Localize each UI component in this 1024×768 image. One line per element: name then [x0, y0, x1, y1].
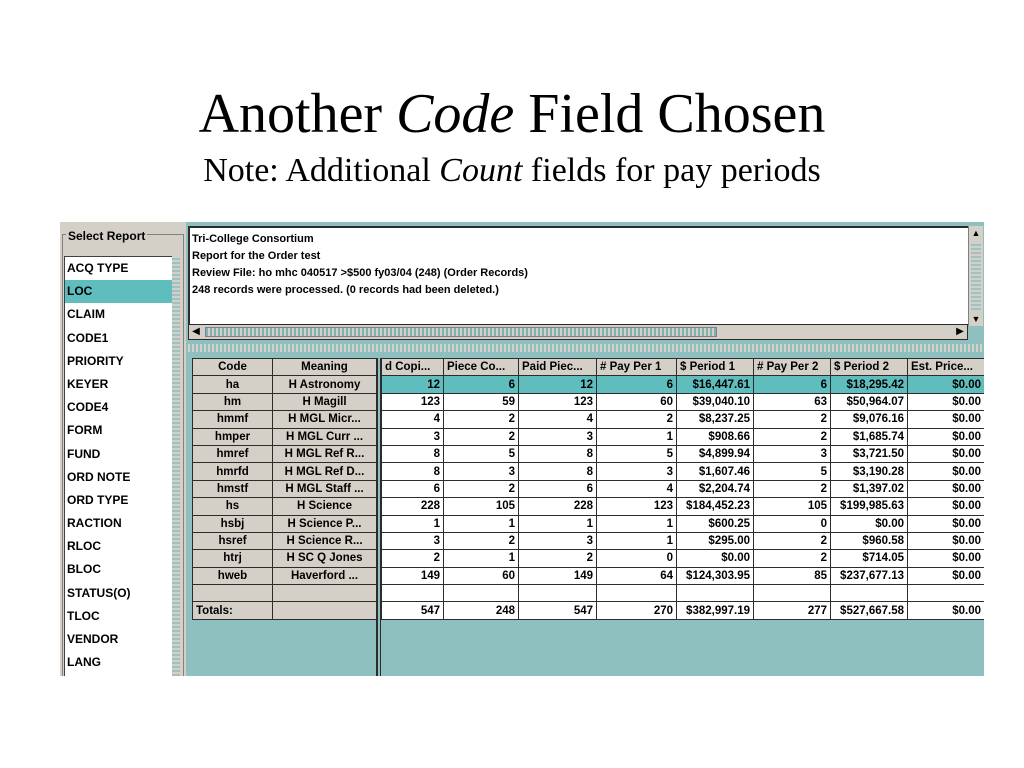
value-cell[interactable]: 2 — [754, 532, 831, 549]
report-list-item[interactable]: RACTION — [67, 516, 122, 531]
blank-cell[interactable] — [677, 585, 754, 602]
value-cell[interactable]: 4 — [597, 480, 677, 497]
report-list-item[interactable]: LOC — [65, 280, 173, 303]
report-list[interactable] — [64, 256, 174, 676]
value-cell[interactable]: 2 — [754, 428, 831, 445]
code-cell[interactable]: hmref — [193, 445, 273, 462]
value-cell[interactable]: 12 — [519, 376, 597, 393]
table-row[interactable] — [193, 393, 377, 410]
value-cell[interactable]: $0.00 — [908, 532, 985, 549]
meaning-cell[interactable]: H MGL Ref R... — [273, 445, 377, 462]
title-prefix: Another — [198, 83, 383, 145]
column-header[interactable]: d Copi... — [382, 359, 444, 376]
report-list-item[interactable]: BLOC — [67, 562, 101, 577]
report-list-item[interactable]: ORD TYPE — [67, 492, 129, 507]
blank-cell[interactable] — [908, 585, 985, 602]
meaning-cell[interactable]: H MGL Staff ... — [273, 480, 377, 497]
value-cell[interactable]: 59 — [444, 393, 519, 410]
scroll-up-icon[interactable]: ▲ — [971, 228, 981, 238]
code-cell[interactable]: hweb — [193, 567, 273, 584]
value-cell[interactable]: 1 — [444, 515, 519, 532]
table-row[interactable] — [193, 567, 377, 584]
value-cell[interactable]: 6 — [519, 480, 597, 497]
table-row[interactable] — [382, 428, 985, 445]
value-cell[interactable]: $16,447.61 — [677, 376, 754, 393]
value-cell[interactable]: 2 — [444, 411, 519, 428]
value-cell[interactable]: 5 — [597, 445, 677, 462]
value-cell[interactable]: $18,295.42 — [831, 376, 908, 393]
meaning-cell[interactable]: H Astronomy — [273, 376, 377, 393]
column-header[interactable]: Piece Co... — [444, 359, 519, 376]
value-cell[interactable]: 1 — [382, 515, 444, 532]
table-row[interactable] — [193, 411, 377, 428]
value-cell[interactable]: $237,677.13 — [831, 567, 908, 584]
code-cell[interactable]: hs — [193, 498, 273, 515]
report-list-item[interactable]: ACQ TYPE — [67, 261, 129, 275]
value-cell[interactable]: $0.00 — [908, 428, 985, 445]
pane-splitter[interactable] — [186, 344, 984, 352]
value-cell[interactable]: $0.00 — [908, 567, 985, 584]
scroll-down-icon[interactable]: ▼ — [971, 314, 981, 324]
value-cell[interactable]: 8 — [382, 445, 444, 462]
table-row[interactable] — [193, 498, 377, 515]
value-cell[interactable]: 123 — [519, 393, 597, 410]
value-cell[interactable]: $0.00 — [908, 445, 985, 462]
value-cell[interactable]: $124,303.95 — [677, 567, 754, 584]
total-cell[interactable]: 277 — [754, 602, 831, 619]
table-row[interactable] — [382, 515, 985, 532]
code-cell[interactable]: hsbj — [193, 515, 273, 532]
table-row[interactable] — [193, 550, 377, 567]
report-list-item[interactable]: RLOC — [67, 539, 101, 554]
report-list-item[interactable]: FUND — [67, 446, 101, 461]
scroll-thumb[interactable] — [205, 327, 717, 337]
value-cell[interactable]: 0 — [754, 515, 831, 532]
report-list-item[interactable]: CLAIM — [67, 307, 105, 322]
table-row[interactable] — [382, 376, 985, 393]
meaning-cell[interactable]: H Magill — [273, 393, 377, 410]
text-vertical-scrollbar[interactable] — [968, 226, 983, 326]
blank-cell[interactable] — [273, 585, 377, 602]
value-cell[interactable]: $0.00 — [908, 550, 985, 567]
value-cell[interactable]: 1 — [597, 532, 677, 549]
value-cell[interactable]: 2 — [754, 480, 831, 497]
report-list-item[interactable]: PRIORITY — [67, 353, 124, 368]
report-list-item[interactable]: CODE1 — [67, 330, 109, 345]
report-list-item[interactable]: STATUS(O) — [67, 585, 131, 600]
report-list-item[interactable]: FORM — [67, 423, 103, 438]
value-cell[interactable]: $2,204.74 — [677, 480, 754, 497]
value-cell[interactable]: $714.05 — [831, 550, 908, 567]
value-cell[interactable]: 4 — [382, 411, 444, 428]
value-cell[interactable]: 2 — [519, 550, 597, 567]
table-row[interactable] — [382, 480, 985, 497]
select-report-legend: Select Report — [68, 229, 146, 243]
value-cell[interactable]: $9,076.16 — [831, 411, 908, 428]
value-cell[interactable]: 3 — [754, 445, 831, 462]
table-row[interactable] — [382, 532, 985, 549]
scroll-right-icon[interactable]: ▶ — [956, 326, 964, 337]
table-row[interactable] — [382, 393, 985, 410]
value-cell[interactable]: 3 — [519, 428, 597, 445]
subtitle-suffix: fields for pay periods — [530, 152, 821, 189]
value-cell[interactable]: 60 — [597, 393, 677, 410]
table-row[interactable] — [382, 567, 985, 584]
blank-cell[interactable] — [444, 585, 519, 602]
value-cell[interactable]: 2 — [444, 480, 519, 497]
table-row[interactable] — [193, 480, 377, 497]
report-text-line: Tri-College Consortium — [192, 233, 314, 245]
value-cell[interactable]: 2 — [382, 550, 444, 567]
value-cell[interactable]: 123 — [597, 498, 677, 515]
report-list-item[interactable]: CODE4 — [67, 400, 109, 415]
meaning-cell[interactable]: H SC Q Jones — [273, 550, 377, 567]
report-window — [60, 222, 984, 676]
value-cell[interactable]: 6 — [754, 376, 831, 393]
value-cell[interactable]: 105 — [444, 498, 519, 515]
value-cell[interactable]: 1 — [444, 550, 519, 567]
value-cell[interactable]: 1 — [519, 515, 597, 532]
subtitle-prefix: Note: Additional — [203, 152, 431, 189]
code-cell[interactable]: ha — [193, 376, 273, 393]
report-list-item[interactable]: TLOC — [67, 608, 100, 623]
total-cell[interactable]: $0.00 — [908, 602, 985, 619]
value-cell[interactable]: 2 — [754, 550, 831, 567]
total-cell[interactable]: 248 — [444, 602, 519, 619]
value-cell[interactable]: 123 — [382, 393, 444, 410]
code-cell[interactable]: htrj — [193, 550, 273, 567]
report-text-line: Review File: ho mhc 040517 >$500 fy03/04 (248) (Order Records) — [192, 267, 528, 279]
report-text-line: Report for the Order test — [192, 250, 321, 262]
table-row[interactable] — [382, 498, 985, 515]
value-cell[interactable]: 8 — [382, 463, 444, 480]
column-header[interactable]: $ Period 1 — [677, 359, 754, 376]
value-cell[interactable]: $3,190.28 — [831, 463, 908, 480]
report-list-item[interactable]: VENDOR — [67, 632, 119, 646]
total-cell[interactable]: $382,997.19 — [677, 602, 754, 619]
slide-subtitle — [0, 150, 1024, 192]
column-header-meaning[interactable]: Meaning — [273, 359, 377, 376]
totals-row — [382, 602, 985, 619]
code-cell[interactable]: hmstf — [193, 480, 273, 497]
value-cell[interactable]: $960.58 — [831, 532, 908, 549]
text-horizontal-scrollbar[interactable] — [188, 324, 968, 340]
value-cell[interactable]: 5 — [754, 463, 831, 480]
value-cell[interactable]: $295.00 — [677, 532, 754, 549]
meaning-cell[interactable]: Haverford ... — [273, 567, 377, 584]
value-cell[interactable]: 6 — [597, 376, 677, 393]
column-header[interactable]: # Pay Per 1 — [597, 359, 677, 376]
value-cell[interactable]: 0 — [597, 550, 677, 567]
value-cell[interactable]: $0.00 — [908, 376, 985, 393]
title-italic: Code — [396, 83, 515, 145]
value-cell[interactable]: 2 — [444, 532, 519, 549]
totals-label[interactable]: Totals: — [193, 602, 273, 619]
report-text-line: 248 records were processed. (0 records had been deleted.) — [192, 284, 499, 296]
value-cell[interactable]: 1 — [597, 428, 677, 445]
value-cell[interactable]: $0.00 — [908, 463, 985, 480]
value-cell[interactable]: 63 — [754, 393, 831, 410]
scroll-track[interactable] — [971, 242, 981, 310]
report-list-item[interactable]: ORD NOTE — [67, 469, 131, 484]
code-cell[interactable]: hmper — [193, 428, 273, 445]
table-row[interactable] — [193, 428, 377, 445]
value-cell[interactable]: 60 — [444, 567, 519, 584]
code-cell[interactable]: hmmf — [193, 411, 273, 428]
scroll-left-icon[interactable]: ◀ — [192, 326, 200, 337]
meaning-cell[interactable]: H MGL Curr ... — [273, 428, 377, 445]
meaning-cell[interactable]: H Science P... — [273, 515, 377, 532]
value-cell[interactable]: $1,607.46 — [677, 463, 754, 480]
value-cell[interactable]: 3 — [444, 463, 519, 480]
value-cell[interactable]: 2 — [444, 428, 519, 445]
meaning-cell[interactable]: H MGL Micr... — [273, 411, 377, 428]
column-header[interactable]: $ Period 2 — [831, 359, 908, 376]
value-cell[interactable]: $50,964.07 — [831, 393, 908, 410]
value-cell[interactable]: 6 — [382, 480, 444, 497]
value-cell[interactable]: $39,040.10 — [677, 393, 754, 410]
table-row[interactable] — [382, 411, 985, 428]
meaning-cell[interactable]: H MGL Ref D... — [273, 463, 377, 480]
value-cell[interactable]: 228 — [382, 498, 444, 515]
count-columns-table — [381, 358, 984, 620]
table-row[interactable] — [193, 445, 377, 462]
table-row[interactable] — [193, 376, 377, 393]
blank-cell[interactable] — [831, 585, 908, 602]
value-cell[interactable]: 2 — [597, 411, 677, 428]
value-cell[interactable]: 3 — [382, 428, 444, 445]
report-list-scrollbar[interactable] — [172, 256, 180, 676]
title-suffix: Field Chosen — [528, 83, 826, 145]
blank-cell[interactable] — [382, 585, 444, 602]
select-report-panel — [60, 222, 186, 676]
value-cell[interactable]: $0.00 — [908, 480, 985, 497]
column-header[interactable]: Est. Price... — [908, 359, 985, 376]
report-list-item[interactable]: KEYER — [67, 376, 109, 391]
blank-cell[interactable] — [193, 585, 273, 602]
column-header-code[interactable]: Code — [193, 359, 273, 376]
value-cell[interactable]: $1,685.74 — [831, 428, 908, 445]
code-cell[interactable]: hsref — [193, 532, 273, 549]
value-cell[interactable]: 105 — [754, 498, 831, 515]
value-cell[interactable]: $600.25 — [677, 515, 754, 532]
meaning-cell[interactable]: H Science — [273, 498, 377, 515]
value-cell[interactable]: 149 — [519, 567, 597, 584]
total-cell[interactable]: $527,667.58 — [831, 602, 908, 619]
value-cell[interactable]: $0.00 — [677, 550, 754, 567]
totals-meaning-cell[interactable] — [273, 602, 377, 619]
table-row[interactable] — [382, 550, 985, 567]
value-cell[interactable]: 149 — [382, 567, 444, 584]
value-cell[interactable]: 8 — [519, 445, 597, 462]
value-cell[interactable]: $3,721.50 — [831, 445, 908, 462]
value-cell[interactable]: 3 — [519, 532, 597, 549]
blank-row — [382, 585, 985, 602]
blank-cell[interactable] — [754, 585, 831, 602]
column-header[interactable]: Paid Piec... — [519, 359, 597, 376]
blank-cell[interactable] — [519, 585, 597, 602]
value-cell[interactable]: $8,237.25 — [677, 411, 754, 428]
blank-cell[interactable] — [597, 585, 677, 602]
value-cell[interactable]: $0.00 — [908, 515, 985, 532]
value-cell[interactable]: $0.00 — [908, 393, 985, 410]
total-cell[interactable]: 270 — [597, 602, 677, 619]
value-cell[interactable]: 3 — [597, 463, 677, 480]
value-cell[interactable]: 228 — [519, 498, 597, 515]
total-cell[interactable]: 547 — [519, 602, 597, 619]
slide-title — [0, 82, 1024, 146]
value-cell[interactable]: $908.66 — [677, 428, 754, 445]
column-header[interactable]: # Pay Per 2 — [754, 359, 831, 376]
value-cell[interactable]: $184,452.23 — [677, 498, 754, 515]
table-row[interactable] — [382, 445, 985, 462]
value-cell[interactable]: $0.00 — [908, 411, 985, 428]
report-list-item[interactable]: LANG — [67, 655, 101, 670]
code-cell[interactable]: hm — [193, 393, 273, 410]
value-cell[interactable]: $0.00 — [831, 515, 908, 532]
table-row[interactable] — [193, 515, 377, 532]
report-output-area — [186, 222, 984, 676]
value-cell[interactable]: 4 — [519, 411, 597, 428]
value-cell[interactable]: 85 — [754, 567, 831, 584]
subtitle-italic: Count — [439, 152, 523, 189]
value-cell[interactable]: 8 — [519, 463, 597, 480]
table-row[interactable] — [193, 463, 377, 480]
value-cell[interactable]: 2 — [754, 411, 831, 428]
value-cell[interactable]: $0.00 — [908, 498, 985, 515]
blank-row — [193, 585, 377, 602]
value-cell[interactable]: 1 — [597, 515, 677, 532]
meaning-cell[interactable]: H Science R... — [273, 532, 377, 549]
value-cell[interactable]: $199,985.63 — [831, 498, 908, 515]
value-cell[interactable]: $1,397.02 — [831, 480, 908, 497]
value-cell[interactable]: 5 — [444, 445, 519, 462]
total-cell[interactable]: 547 — [382, 602, 444, 619]
value-cell[interactable]: $4,899.94 — [677, 445, 754, 462]
value-cell[interactable]: 64 — [597, 567, 677, 584]
report-text-pane[interactable] — [188, 226, 970, 326]
value-cell[interactable]: 3 — [382, 532, 444, 549]
value-cell[interactable]: 6 — [444, 376, 519, 393]
table-row[interactable] — [382, 463, 985, 480]
table-row[interactable] — [193, 532, 377, 549]
fixed-columns-table — [192, 358, 377, 620]
code-cell[interactable]: hmrfd — [193, 463, 273, 480]
totals-row — [193, 602, 377, 619]
value-cell[interactable]: 12 — [382, 376, 444, 393]
